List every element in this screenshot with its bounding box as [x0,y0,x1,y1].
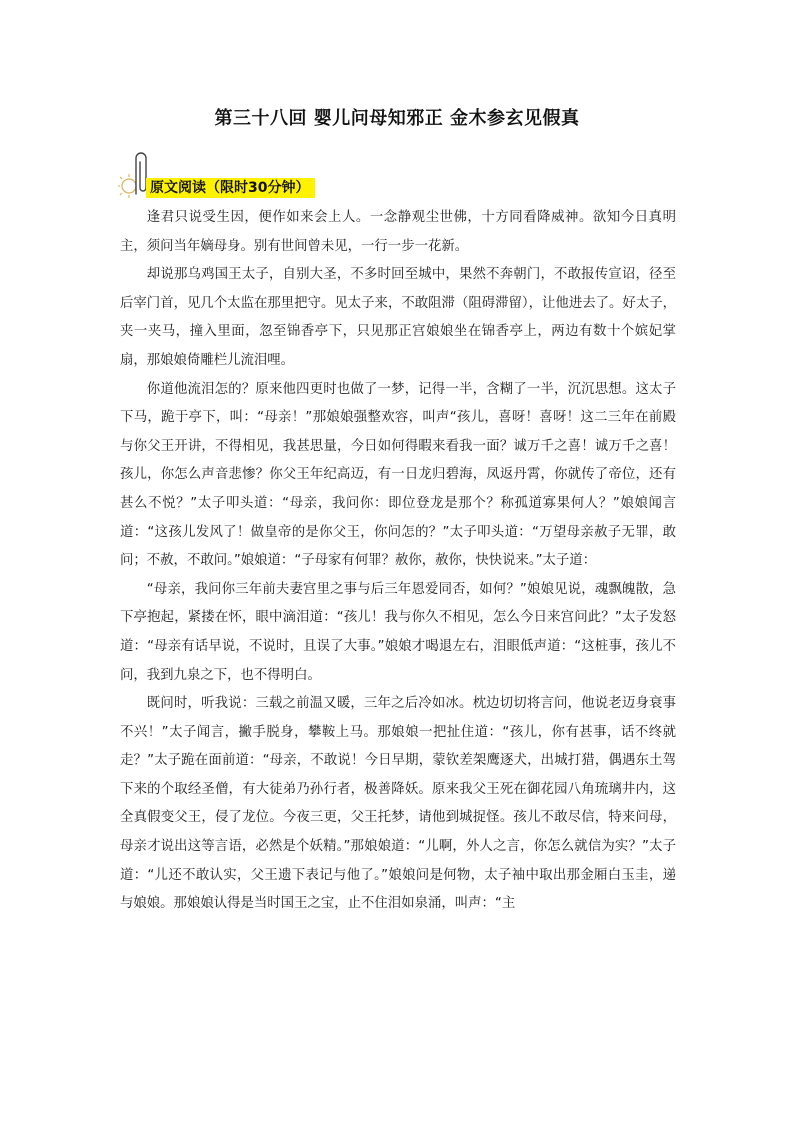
body-text [120,204,676,919]
chapter-title: 第三十八回 婴儿问母知邪正 金木参玄见假真 [214,108,580,129]
paragraph: “母亲，我问你三年前夫妻宫里之事与后三年恩爱同否，如何？”娘娘见说，魂飘魄散，急下亭抱起，紧搂在怀，眼中滴泪道：“孩儿！我与你久不相见，怎么今日来宫问此？”太子发怒道：“母亲有话早说，不说时，且误了大事。”娘娘才喝退左右，泪眼低声道：“这桩事，孩儿不问，我到九泉之下，也不得明白。 [120,581,676,683]
paragraph: 却说那乌鸡国王太子，自别大圣，不多时回至城中，果然不奔朝门，不敢报传宣诏，径至后宰门首，见几个太监在那里把守。见太子来，不敢阻滞（阻碍滞留），让他进去了。好太子，夹一夹马，撞入里面，忽至锦香亭下，只见那正宫娘娘坐在锦香亭上，两边有数十个嫔妃掌扇，那娘娘倚雕栏儿流泪哩。 [120,267,676,368]
section-label: 原文阅读（限时30分钟） [146,178,315,198]
paragraph: 逢君只说受生因，便作如来会上人。一念静观尘世佛，十方同看降威神。欲知今日真明主，须问当年嫡母身。别有世间曾未见，一行一步一花新。 [120,210,676,254]
section-heading [118,148,378,202]
paragraph: 你道他流泪怎的？原来他四更时也做了一梦，记得一半，含糊了一半，沉沉思想。这太子下马，跪于亭下，叫：“母亲！”那娘娘强整欢容，叫声“孩儿，喜呀！喜呀！这二三年在前殿与你父王开讲，不得相见，我甚思量，今日如何得暇来看我一面？诚万千之喜！诚万千之喜！孩儿，你怎么声音悲惨？你父王年纪高迈，有一日龙归碧海，凤返丹霄，你就传了帝位，还有甚么不悦？”太子叩头道：“母亲，我问你：即位登龙是那个？称孤道寡果何人？”娘娘闻言道：“这孩儿发风了！做皇帝的是你父王，你问怎的？”太子叩头道：“万望母亲赦子无罪，敢问；不赦，不敢问。”娘娘道：“子母家有何罪？赦你，赦你，快快说来。”太子道： [120,381,676,569]
paragraph: 既问时，听我说：三载之前温又暖，三年之后冷如冰。枕边切切将言问，他说老迈身衰事不兴！”太子闻言，撇手脱身，攀鞍上马。那娘娘一把扯住道：“孩儿，你有甚事，话不终就走？”太子跪在面前道：“母亲，不敢说！今日早期，蒙钦差架鹰逐犬，出城打猎，偶遇东土驾下来的个取经圣僧，有大徒弟乃孙行者，极善降妖。原来我父王死在御花园八角琉璃井内，这全真假变父王，侵了龙位。今夜三更，父王托梦，请他到城捉怪。孩儿不敢尽信，特来问母，母亲才说出这等言语，必然是个妖精。”那娘娘道：“儿啊，外人之言，你怎么就信为实？”太子道：“儿还不敢认实，父王遗下表记与他了。”娘娘问是何物，太子袖中取出那金厢白玉圭，递与娘娘。那娘娘认得是当时国王之宝，止不住泪如泉涌，叫声：“主 [120,696,676,912]
